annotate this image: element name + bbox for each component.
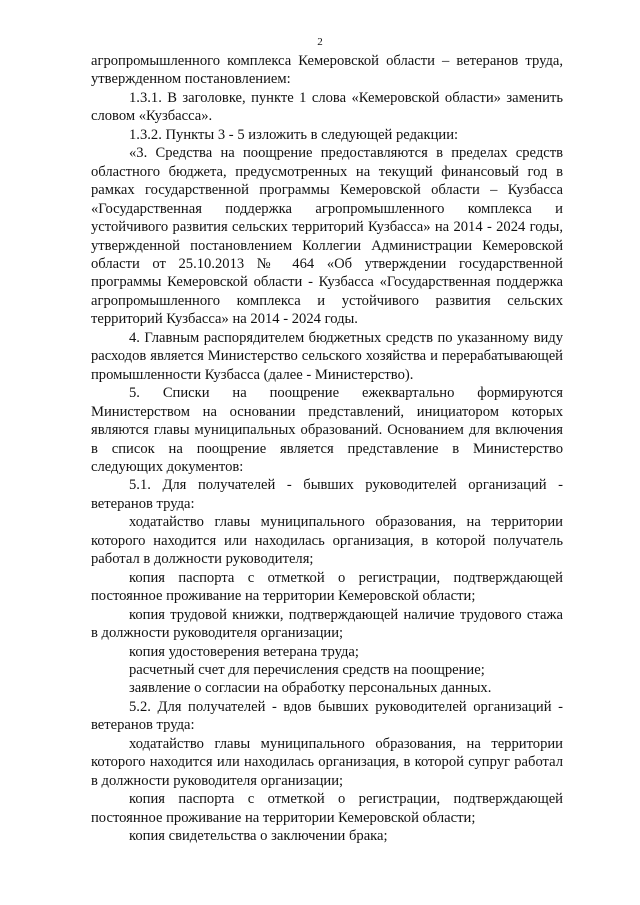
paragraph: «3. Средства на поощрение предоставляются в пределах средств областного бюджета, предусмотренных на текущий финансовый год в рамках государственной программы Кемеровской области – Кузбасса «Государственная поддержка агропромышленного комплекса и устойчивого развития сельских территорий Кузбасса» на 2014 - 2024 годы, утвержденной постановлением Коллегии Администрации Кемеровской области от 25.10.2013 № 464 «Об утверждении государственной программы Кемеровской области - Кузбасса «Государственная поддержка агропромышленного комплекса и устойчивого развития сельских территорий Кузбасса» на 2014 - 2024 годы.: [91, 145, 563, 328]
paragraph: 4. Главным распорядителем бюджетных средств по указанному виду расходов является Министерство сельского хозяйства и перерабатывающей промышленности Кузбасса (далее - Министерство).: [91, 329, 563, 383]
paragraph: копия удостоверения ветерана труда;: [129, 643, 359, 660]
paragraph: копия свидетельства о заключении брака;: [129, 828, 388, 845]
paragraph: 1.3.1. В заголовке, пункте 1 слова «Кемеровской области» заменить словом «Кузбасса».: [91, 89, 563, 125]
paragraph: ходатайство главы муниципального образования, на территории которого находится или находилась организация, в которой супруг работал в должности руководителя организации;: [91, 735, 563, 789]
document-body: [91, 52, 563, 845]
paragraph: заявление о согласии на обработку персональных данных.: [129, 680, 492, 697]
paragraph: агропромышленного комплекса Кемеровской области – ветеранов труда, утвержденном постановлением:: [91, 53, 563, 88]
paragraph: копия паспорта с отметкой о регистрации, подтверждающей постоянное проживание на территории Кемеровской области;: [91, 569, 563, 605]
paragraph: копия паспорта с отметкой о регистрации, подтверждающей постоянное проживание на территории Кемеровской области;: [91, 791, 563, 826]
paragraph: 5. Списки на поощрение ежеквартально формируются Министерством на основании представлений, инициатором которых являются главы муниципальных образований. Основанием для включения в список на поощрение является представление в Министерство следующих документов:: [91, 385, 563, 475]
paragraph: расчетный счет для перечисления средств на поощрение;: [129, 661, 485, 678]
paragraph: копия трудовой книжки, подтверждающей наличие трудового стажа в должности руководителя организации;: [91, 606, 563, 642]
paragraph: 5.2. Для получателей - вдов бывших руководителей организаций - ветеранов труда:: [91, 698, 563, 734]
page-number: 2: [317, 36, 323, 48]
paragraph: 5.1. Для получателей - бывших руководителей организаций - ветеранов труда:: [91, 477, 563, 512]
paragraph: 1.3.2. Пункты 3 - 5 изложить в следующей редакции:: [129, 126, 459, 143]
paragraph: ходатайство главы муниципального образования, на территории которого находится или находилась организация, в которой получатель работал в должности руководителя;: [91, 514, 563, 568]
